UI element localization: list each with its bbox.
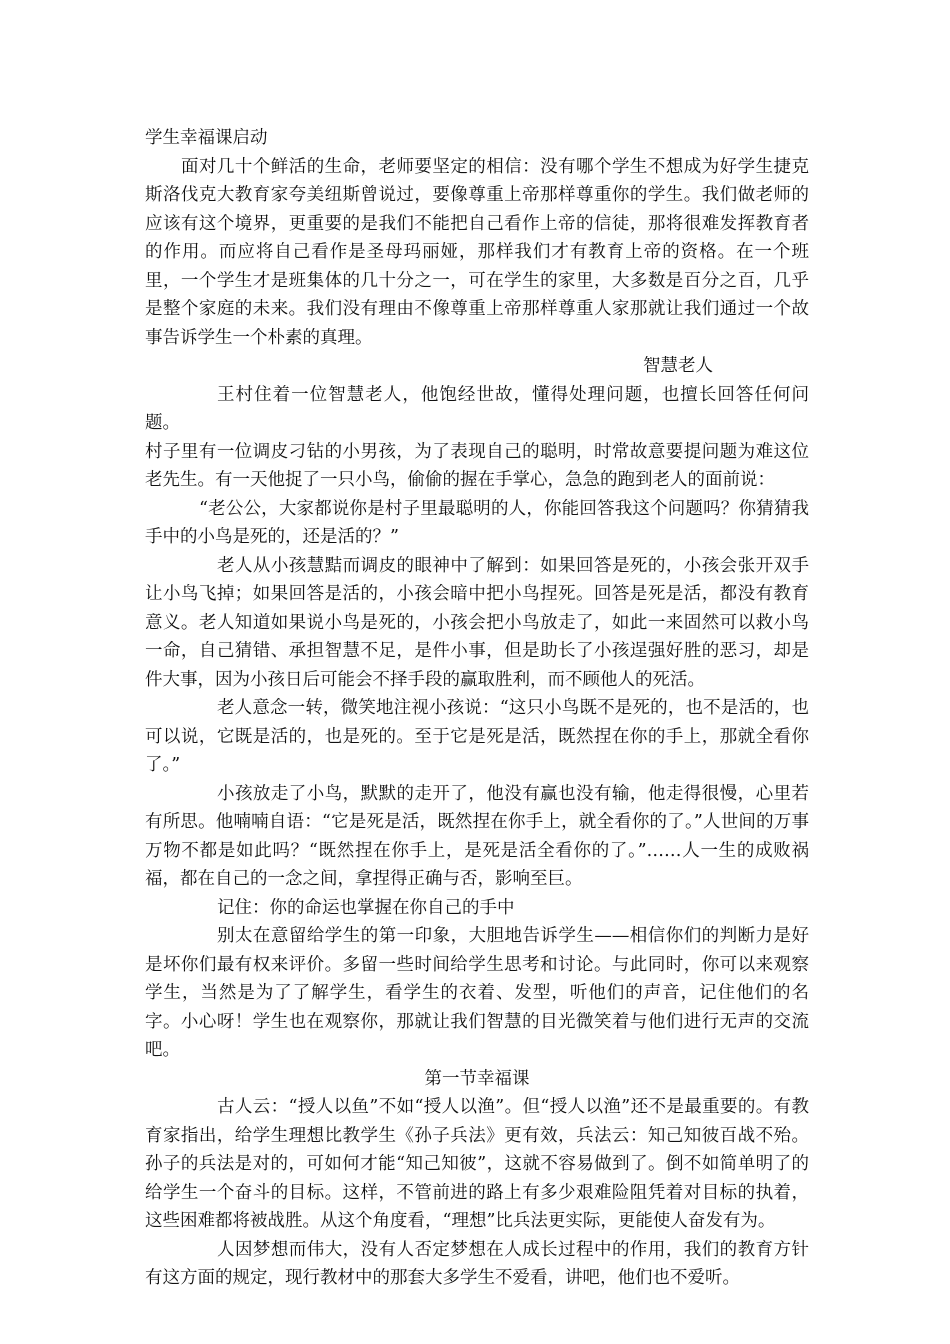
story-paragraph-3: 老人从小孩慧黠而调皮的眼神中了解到：如果回答是死的，小孩会张开双手让小鸟飞掉；如果回答是活的，小孩会暗中把小鸟捏死。回答是死是活，都没有教育意义。老人知道如果说小鸟是死的，小孩会把小鸟放走了，如此一来固然可以救小鸟一命，自己猜错、承担智慧不足，是件小事，但是助长了小孩逞强好胜的恶习，却是件大事，因为小孩日后可能会不择手段的赢取胜利，而不顾他人的死活。 <box>145 555 809 690</box>
story-paragraph-4: 老人意念一转，微笑地注视小孩说：“这只小鸟既不是死的，也不是活的，也可以说，它既是活的，也是死的。至于它是死是活，既然捏在你的手上，那就全看你了。” <box>145 698 809 775</box>
story-quote-1: “老公公，大家都说你是村子里最聪明的人，你能回答我这个问题吗？你猜猜我手中的小鸟是死的，还是活的？” <box>145 498 809 547</box>
lesson-paragraph-1: 古人云：“授人以鱼”不如“授人以渔”。但“授人以渔”还不是最重要的。有教育家指出，给学生理想比教学生《孙子兵法》更有效，兵法云：知己知彼百战不殆。孙子的兵法是对的，可如何才能“知己知彼”，这就不容易做到了。倒不如简单明了的给学生一个奋斗的目标。这样，不管前进的路上有多少艰难险阻凭着对目标的执着，这些困难都将被战胜。从这个角度看，“理想”比兵法更实际，更能使人奋发有为。 <box>145 1097 809 1231</box>
intro-paragraph: 面对几十个鲜活的生命，老师要坚定的相信：没有哪个学生不想成为好学生捷克斯洛伐克大教育家夸美纽斯曾说过，要像尊重上帝那样尊重你的学生。我们做老师的应该有这个境界，更重要的是我们不能把自己看作上帝的信徒，那将很难发挥教育者的作用。而应将自己看作是圣母玛丽娅，那样我们才有教育上帝的资格。在一个班里，一个学生才是班集体的几十分之一，可在学生的家里，大多数是百分之百，几乎是整个家庭的未来。我们没有理由不像尊重上帝那样尊重人家那就让我们通过一个故事告诉学生一个朴素的真理。 <box>145 156 809 348</box>
story-paragraph-1: 王村住着一位智慧老人，他饱经世故，懂得处理问题，也擅长回答任何问题。 <box>145 384 809 433</box>
story-paragraph-5: 小孩放走了小鸟，默默的走开了，他没有赢也没有输，他走得很慢，心里若有所思。他喃喃自语：“它是死是活，既然捏在你手上，就全看你的了。”人世间的万事万物不都是如此吗？“既然捏在你手上，是死是活全看你的了。”……人一生的成败祸福，都在自己的一念之间，拿捏得正确与否，影响至巨。 <box>145 783 809 889</box>
remember-line: 记住：你的命运也掌握在你自己的手中 <box>217 897 515 918</box>
lesson-paragraph-2: 人因梦想而伟大，没有人否定梦想在人成长过程中的作用，我们的教育方针有这方面的规定，现行教材中的那套大多学生不爱看，讲吧，他们也不爱听。 <box>145 1239 809 1288</box>
advice-paragraph: 别太在意留给学生的第一印象，大胆地告诉学生——相信你们的判断力是好是坏你们最有权来评价。多留一些时间给学生思考和讨论。与此同时，你可以来观察学生，当然是为了了解学生，看学生的衣着、发型，听他们的声音，记住他们的名字。小心呀！学生也在观察你，那就让我们智慧的目光微笑着与他们进行无声的交流吧。 <box>145 926 809 1060</box>
section-heading: 第一节幸福课 <box>424 1068 530 1089</box>
document-title: 学生幸福课启动 <box>145 128 268 148</box>
story-heading: 智慧老人 <box>643 356 713 376</box>
story-paragraph-2: 村子里有一位调皮刁钻的小男孩，为了表现自己的聪明，时常故意要提问题为难这位老先生。有一天他捉了一只小鸟，偷偷的握在手掌心，急急的跑到老人的面前说： <box>145 441 809 490</box>
document-page <box>145 124 809 1293</box>
